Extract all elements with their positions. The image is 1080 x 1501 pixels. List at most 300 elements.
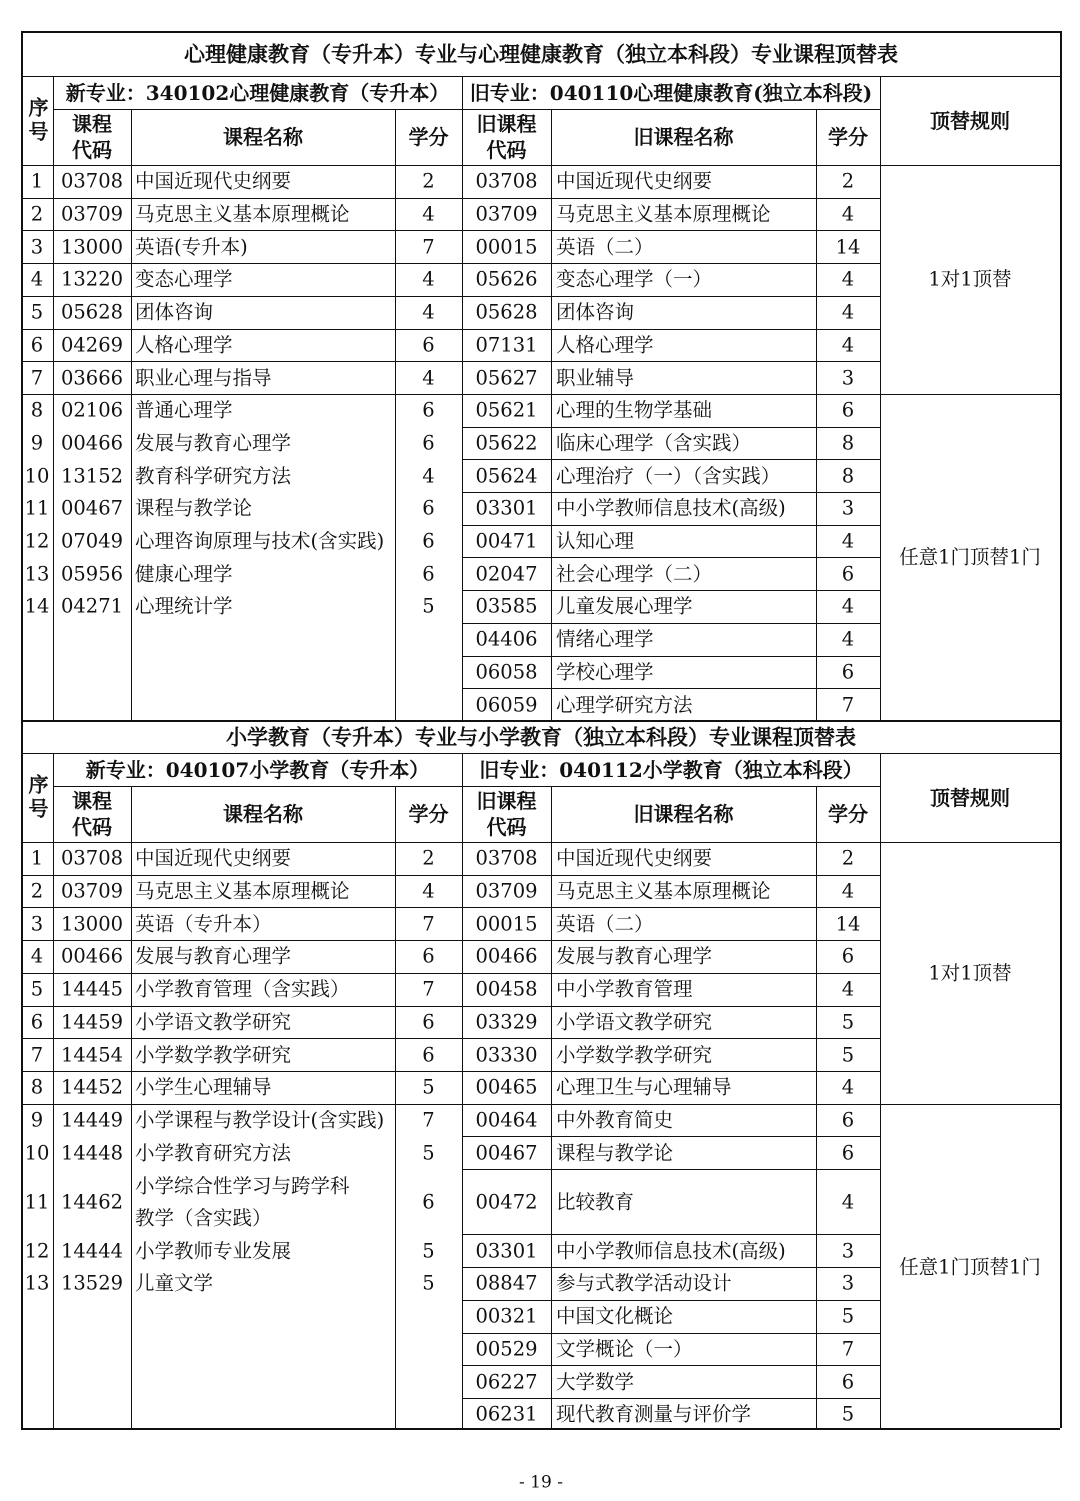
- course-code: 05956: [60, 562, 124, 585]
- table-rule: [462, 329, 816, 330]
- table-rule: [21, 198, 462, 199]
- course-credit: 4: [422, 365, 435, 389]
- old-course-credit: 5: [841, 1304, 855, 1328]
- table-rule: [462, 427, 816, 428]
- course-seq: 5: [30, 977, 44, 1001]
- table-rule: [816, 557, 880, 558]
- table-rule: [816, 875, 880, 876]
- old-course-code: 00465: [475, 1075, 538, 1099]
- course-credit: 2: [422, 169, 435, 193]
- header-credit: 学分: [408, 802, 449, 826]
- course-credit: 7: [422, 912, 435, 935]
- old-course-code: 03330: [475, 1042, 538, 1066]
- old-course-name: 变态心理学（一）: [556, 267, 713, 291]
- old-course-code: 03708: [475, 846, 538, 870]
- table-rule: [21, 907, 462, 908]
- old-course-code: 00529: [475, 1337, 538, 1361]
- course-seq: 6: [30, 1010, 44, 1034]
- course-seq: 13: [24, 1271, 50, 1295]
- table-rule: [462, 1038, 816, 1039]
- course-code: 14454: [60, 1042, 124, 1066]
- course-code: 00467: [60, 496, 124, 520]
- course-code: 14444: [60, 1239, 124, 1262]
- old-course-credit: 6: [841, 1140, 855, 1164]
- old-course-credit: 4: [841, 627, 855, 651]
- table-rule: [816, 1071, 880, 1072]
- course-credit: 6: [422, 1189, 435, 1213]
- course-code: 03666: [60, 365, 124, 389]
- table-rule: [462, 1333, 816, 1334]
- table-rule: [816, 427, 880, 428]
- table-rule: [462, 1006, 816, 1007]
- replacement-rule: 1对1顶替: [928, 267, 1012, 291]
- old-course-name: 大学数学: [556, 1369, 635, 1393]
- table-rule: [21, 875, 462, 876]
- table-rule: [1060, 720, 1062, 1428]
- old-course-code: 00466: [475, 944, 538, 968]
- course-name: 小学教育研究方法: [135, 1140, 292, 1164]
- course-code: 14449: [60, 1108, 124, 1132]
- course-code: 04269: [60, 333, 124, 357]
- course-name: 心理咨询原理与技术(含实践): [135, 529, 385, 553]
- old-course-code: 00467: [475, 1140, 538, 1164]
- old-course-credit: 2: [841, 846, 855, 870]
- page-number: - 19 -: [519, 1472, 563, 1493]
- old-course-name: 发展与教育心理学: [556, 944, 713, 968]
- old-course-code: 00472: [475, 1189, 538, 1213]
- table-rule: [816, 940, 880, 941]
- old-course-name: 中国文化概论: [556, 1304, 674, 1328]
- old-course-code: 06058: [475, 660, 538, 684]
- old-course-name: 中小学教育管理: [556, 977, 693, 1001]
- course-code: 03708: [60, 846, 124, 870]
- old-course-code: 05627: [475, 365, 538, 389]
- course-seq: 11: [24, 1189, 50, 1213]
- table-rule: [462, 1169, 816, 1170]
- course-code: 13220: [60, 267, 124, 291]
- table-rule: [21, 1104, 1060, 1105]
- table-rule: [816, 688, 880, 689]
- table-rule: [462, 1365, 816, 1366]
- old-course-name: 现代教育测量与评价学: [556, 1402, 752, 1426]
- course-name: 小学综合性学习与跨学科: [135, 1173, 350, 1197]
- table-rule: [462, 263, 816, 264]
- course-credit: 4: [422, 300, 435, 324]
- replacement-rule: 任意1门顶替1门: [899, 1255, 1041, 1279]
- old-course-code: 00464: [475, 1108, 538, 1132]
- old-course-name: 中国近现代史纲要: [556, 169, 713, 193]
- old-course-code: 05626: [475, 267, 538, 291]
- table-rule: [21, 230, 462, 231]
- course-name: 课程与教学论: [135, 496, 253, 520]
- course-credit: 4: [422, 879, 435, 903]
- course-name: 发展与教育心理学: [135, 944, 292, 968]
- course-code: 14445: [60, 977, 124, 1001]
- old-course-name: 心理卫生与心理辅导: [556, 1075, 732, 1099]
- table-rule: [53, 76, 54, 109]
- course-code: 14448: [60, 1140, 124, 1164]
- old-major-label: 旧专业：040112小学教育（独立本科段）: [479, 757, 863, 782]
- old-course-name: 心理的生物学基础: [556, 398, 713, 422]
- old-course-credit: 7: [841, 692, 855, 716]
- old-course-name: 情绪心理学: [556, 627, 654, 651]
- old-course-name: 文学概论（一）: [556, 1337, 693, 1361]
- old-course-name: 马克思主义基本原理概论: [556, 879, 771, 903]
- table-rule: [21, 296, 462, 297]
- old-course-code: 06227: [475, 1369, 538, 1393]
- old-course-credit: 4: [841, 594, 855, 618]
- old-course-credit: 4: [841, 879, 855, 903]
- table-rule: [816, 623, 880, 624]
- table-rule: [816, 329, 880, 330]
- course-code: 13152: [60, 463, 124, 487]
- course-name: 小学生心理辅导: [135, 1075, 272, 1099]
- table-rule: [395, 786, 396, 1428]
- table-rule: [462, 1398, 816, 1399]
- old-course-code: 00471: [475, 529, 538, 553]
- course-credit: 6: [422, 496, 435, 520]
- course-name: 职业心理与指导: [135, 365, 272, 389]
- old-course-code: 03301: [475, 1239, 538, 1262]
- course-name: 马克思主义基本原理概论: [135, 879, 350, 903]
- course-name: 小学数学教学研究: [135, 1042, 292, 1066]
- old-course-credit: 5: [841, 1010, 855, 1034]
- table-rule: [462, 1136, 816, 1137]
- old-course-code: 05622: [475, 431, 538, 455]
- course-name: 心理统计学: [135, 594, 233, 618]
- course-credit: 6: [422, 398, 435, 422]
- table-rule: [816, 907, 880, 908]
- course-credit: 6: [422, 1010, 435, 1034]
- course-seq: 3: [30, 912, 44, 935]
- table-rule: [21, 31, 23, 720]
- old-course-code: 06231: [475, 1402, 538, 1426]
- header-old-name: 旧课程名称: [633, 125, 734, 149]
- table-rule: [462, 198, 816, 199]
- table-rule: [816, 1136, 880, 1137]
- course-code: 14459: [60, 1010, 124, 1034]
- table-rule: [816, 1038, 880, 1039]
- table-rule: [462, 1234, 816, 1235]
- header-name: 课程名称: [223, 802, 303, 826]
- course-seq: 7: [30, 1042, 44, 1066]
- table-rule: [880, 76, 881, 720]
- course-seq: 4: [30, 267, 44, 291]
- old-course-name: 课程与教学论: [556, 1140, 674, 1164]
- course-name: 小学教育管理（含实践）: [135, 977, 350, 1001]
- new-major-label: 新专业：340102心理健康教育（专升本）: [65, 80, 450, 105]
- table-rule: [816, 492, 880, 493]
- course-credit: 6: [422, 1042, 435, 1066]
- table-rule: [21, 1006, 462, 1007]
- table-rule: [21, 1071, 462, 1072]
- course-credit: 7: [422, 235, 435, 258]
- table-rule: [21, 973, 462, 974]
- old-course-credit: 4: [841, 300, 855, 324]
- course-name: 儿童文学: [135, 1271, 214, 1295]
- course-name: 教育科学研究方法: [135, 463, 292, 487]
- header-seq: 序号: [25, 96, 49, 145]
- table-rule: [816, 1267, 880, 1268]
- table-rule: [21, 1038, 462, 1039]
- table-rule: [21, 720, 23, 1428]
- course-code: 00466: [60, 431, 124, 455]
- old-course-credit: 8: [841, 431, 855, 455]
- table-rule: [816, 1169, 880, 1170]
- old-course-credit: 4: [841, 202, 855, 226]
- course-credit: 4: [422, 267, 435, 291]
- old-course-code: 05621: [475, 398, 538, 422]
- course-name: 人格心理学: [135, 333, 233, 357]
- old-course-name: 社会心理学（二）: [556, 562, 713, 585]
- course-credit: 5: [422, 594, 435, 618]
- course-name: 英语(专升本): [135, 235, 248, 258]
- table-rule: [53, 753, 54, 786]
- old-course-name: 心理治疗（一）（含实践）: [556, 463, 781, 487]
- old-course-credit: 6: [841, 1108, 855, 1132]
- old-course-name: 儿童发展心理学: [556, 594, 693, 618]
- table-rule: [816, 361, 880, 362]
- table-rule: [21, 76, 1060, 77]
- old-course-credit: 3: [841, 365, 855, 389]
- old-course-name: 马克思主义基本原理概论: [556, 202, 771, 226]
- course-seq: 4: [30, 944, 44, 968]
- table-rule: [462, 1071, 816, 1072]
- course-credit: 6: [422, 333, 435, 357]
- header-old-credit: 学分: [828, 802, 868, 826]
- table-rule: [462, 1267, 816, 1268]
- table-rule: [462, 557, 816, 558]
- table-rule: [21, 720, 1060, 721]
- old-course-code: 02047: [475, 562, 538, 585]
- course-credit: 6: [422, 944, 435, 968]
- course-name: 小学语文教学研究: [135, 1010, 292, 1034]
- course-name: 中国近现代史纲要: [135, 169, 292, 193]
- table-rule: [816, 1333, 880, 1334]
- course-code: 03708: [60, 169, 124, 193]
- course-credit: 7: [422, 977, 435, 1001]
- old-course-code: 00015: [475, 235, 538, 258]
- course-seq: 5: [30, 300, 44, 324]
- old-course-code: 00015: [475, 912, 538, 935]
- table-rule: [462, 940, 816, 941]
- table-rule: [816, 198, 880, 199]
- old-course-name: 心理学研究方法: [556, 692, 693, 716]
- course-credit: 5: [422, 1075, 435, 1099]
- old-course-credit: 5: [841, 1402, 855, 1426]
- old-course-name: 中外教育简史: [556, 1108, 674, 1132]
- course-seq: 9: [30, 431, 44, 455]
- table-rule: [816, 296, 880, 297]
- old-course-credit: 6: [841, 944, 855, 968]
- old-course-code: 03585: [475, 594, 538, 618]
- old-course-credit: 6: [841, 660, 855, 684]
- old-course-name: 职业辅导: [556, 365, 635, 389]
- table-rule: [462, 875, 816, 876]
- table-rule: [551, 109, 552, 720]
- table-rule: [816, 1365, 880, 1366]
- course-credit: 4: [422, 202, 435, 226]
- old-course-name: 临床心理学（含实践）: [556, 431, 752, 455]
- header-old-credit: 学分: [828, 125, 868, 149]
- old-course-name: 参与式教学活动设计: [556, 1271, 732, 1295]
- course-name: 小学教师专业发展: [135, 1239, 292, 1262]
- course-code: 13529: [60, 1271, 124, 1295]
- course-name-cont: 教学（含实践）: [135, 1205, 272, 1229]
- table-rule: [816, 1300, 880, 1301]
- table-rule: [1060, 31, 1062, 720]
- old-major-label: 旧专业：040110心理健康教育(独立本科段): [469, 80, 873, 105]
- table-rule: [21, 940, 462, 941]
- old-course-credit: 6: [841, 562, 855, 585]
- header-old-code: 旧课程代码: [476, 789, 537, 839]
- course-seq: 3: [30, 235, 44, 258]
- course-seq: 6: [30, 333, 44, 357]
- old-course-credit: 6: [841, 1369, 855, 1393]
- old-course-credit: 4: [841, 977, 855, 1001]
- new-major-label: 新专业：040107小学教育（专升本）: [85, 757, 430, 782]
- old-course-code: 07131: [475, 333, 538, 357]
- header-name: 课程名称: [223, 125, 303, 149]
- course-seq: 2: [30, 202, 44, 226]
- replacement-rule: 任意1门顶替1门: [899, 545, 1041, 569]
- course-seq: 10: [24, 1140, 50, 1164]
- table-rule: [21, 263, 462, 264]
- header-old-name: 旧课程名称: [633, 802, 734, 826]
- course-seq: 9: [30, 1108, 44, 1132]
- table-rule: [462, 753, 463, 1428]
- table-rule: [462, 973, 816, 974]
- course-name: 团体咨询: [135, 300, 214, 324]
- old-course-credit: 6: [841, 398, 855, 422]
- course-seq: 14: [24, 594, 50, 618]
- course-code: 03709: [60, 879, 124, 903]
- table-rule: [53, 786, 54, 1428]
- table-rule: [21, 329, 462, 330]
- course-credit: 5: [422, 1140, 435, 1164]
- table-rule: [53, 109, 880, 110]
- old-course-name: 英语（二）: [556, 235, 654, 258]
- old-course-name: 学校心理学: [556, 660, 654, 684]
- old-course-name: 小学语文教学研究: [556, 1010, 713, 1034]
- old-course-name: 小学数学教学研究: [556, 1042, 713, 1066]
- table-rule: [21, 1428, 1060, 1430]
- table-rule: [462, 656, 816, 657]
- header-code: 课程代码: [72, 789, 112, 839]
- table-rule: [131, 109, 132, 720]
- old-course-code: 03329: [475, 1010, 538, 1034]
- old-course-credit: 14: [835, 235, 861, 258]
- header-rule: 顶替规则: [930, 785, 1010, 810]
- table-title: 小学教育（专升本）专业与小学教育（独立本科段）专业课程顶替表: [226, 724, 856, 749]
- table-rule: [21, 842, 1060, 843]
- table-rule: [462, 230, 816, 231]
- table-rule: [462, 459, 816, 460]
- course-seq: 10: [24, 463, 50, 487]
- table-rule: [816, 973, 880, 974]
- table-rule: [462, 1300, 816, 1301]
- course-name: 马克思主义基本原理概论: [135, 202, 350, 226]
- old-course-credit: 3: [841, 496, 855, 520]
- course-seq: 8: [30, 1075, 44, 1099]
- table-rule: [462, 361, 816, 362]
- course-name: 健康心理学: [135, 562, 233, 585]
- course-credit: 6: [422, 431, 435, 455]
- table-rule: [462, 525, 816, 526]
- course-code: 00466: [60, 944, 124, 968]
- table-rule: [21, 361, 462, 362]
- table-rule: [816, 230, 880, 231]
- table-rule: [462, 623, 816, 624]
- table-rule: [21, 31, 1060, 33]
- header-code: 课程代码: [72, 112, 112, 162]
- course-seq: 13: [24, 562, 50, 585]
- course-name: 发展与教育心理学: [135, 431, 292, 455]
- old-course-code: 00321: [475, 1304, 538, 1328]
- old-course-name: 认知心理: [556, 529, 635, 553]
- course-name: 普通心理学: [135, 398, 233, 422]
- course-credit: 6: [422, 529, 435, 553]
- old-course-code: 03708: [475, 169, 538, 193]
- old-course-name: 中小学教师信息技术(高级): [556, 1239, 786, 1262]
- old-course-code: 03301: [475, 496, 538, 520]
- course-code: 13000: [60, 235, 124, 258]
- table-rule: [816, 109, 817, 720]
- table-rule: [21, 394, 1060, 395]
- course-credit: 7: [422, 1108, 435, 1132]
- replacement-rule: 1对1顶替: [928, 961, 1012, 985]
- old-course-credit: 7: [841, 1337, 855, 1361]
- course-code: 05628: [60, 300, 124, 324]
- old-course-credit: 3: [841, 1239, 855, 1262]
- table-rule: [462, 492, 816, 493]
- old-course-name: 中小学教师信息技术(高级): [556, 496, 786, 520]
- old-course-credit: 8: [841, 463, 855, 487]
- course-seq: 1: [30, 169, 44, 193]
- table-rule: [816, 1234, 880, 1235]
- old-course-code: 03709: [475, 202, 538, 226]
- table-rule: [53, 786, 880, 787]
- old-course-code: 03709: [475, 879, 538, 903]
- course-code: 07049: [60, 529, 124, 553]
- course-code: 02106: [60, 398, 124, 422]
- old-course-credit: 5: [841, 1042, 855, 1066]
- course-name: 小学课程与教学设计(含实践): [135, 1108, 385, 1132]
- course-code: 03709: [60, 202, 124, 226]
- course-seq: 7: [30, 365, 44, 389]
- course-name: 英语（专升本）: [135, 912, 272, 935]
- old-course-code: 04406: [475, 627, 538, 651]
- table-rule: [21, 165, 1060, 166]
- old-course-credit: 4: [841, 529, 855, 553]
- table-rule: [816, 1398, 880, 1399]
- old-course-credit: 4: [841, 1075, 855, 1099]
- header-seq: 序号: [25, 773, 49, 822]
- header-old-code: 旧课程代码: [476, 112, 537, 162]
- course-code: 14452: [60, 1075, 124, 1099]
- course-seq: 8: [30, 398, 44, 422]
- table-rule: [816, 263, 880, 264]
- old-course-credit: 3: [841, 1271, 855, 1295]
- old-course-credit: 4: [841, 1189, 855, 1213]
- course-credit: 5: [422, 1271, 435, 1295]
- course-seq: 12: [24, 1239, 50, 1262]
- table-rule: [21, 753, 1060, 754]
- course-credit: 6: [422, 562, 435, 585]
- header-credit: 学分: [408, 125, 449, 149]
- old-course-code: 08847: [475, 1271, 538, 1295]
- old-course-credit: 14: [835, 912, 861, 935]
